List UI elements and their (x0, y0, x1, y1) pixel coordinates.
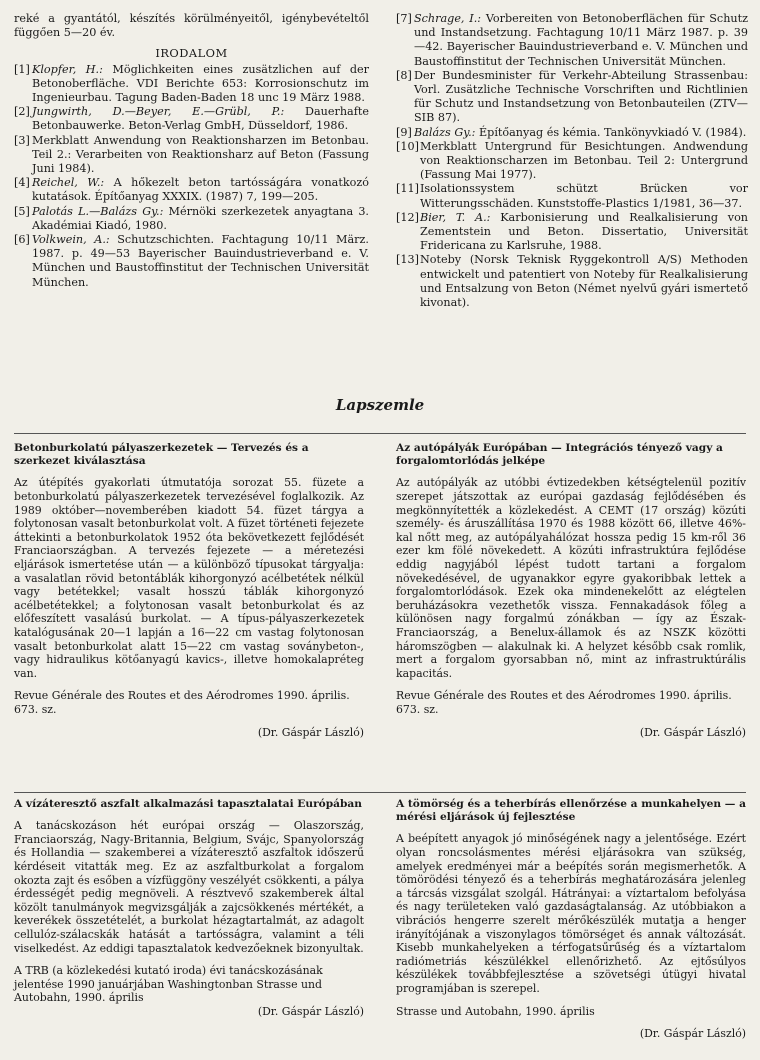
article-autopalyak (396, 442, 746, 739)
references-heading: IRODALOM (155, 46, 228, 61)
article-title: A tömörség és a teherbírás ellenőrzése a munkahelyen — a mérési eljárások új fejlesztése (396, 798, 746, 824)
article-source: Strasse und Autobahn, 1990. április (396, 1004, 595, 1018)
article-title: A vízáteresztő aszfalt alkalmazási tapasztalatai Európában (14, 798, 362, 810)
reference-text: Reichel, W.: A hőkezelt beton tartósságára vonatkozó kutatások. Építőanyag XXXIX. (1987) 7, 199—205. (32, 176, 369, 204)
reference-number: [7] (396, 12, 412, 25)
reference-text: Balázs Gy.: Építőanyag és kémia. Tankönyvkiadó V. (1984). (414, 125, 747, 139)
reference-number: [2] (14, 105, 30, 119)
reference-number: [13] (396, 253, 419, 267)
reference-author: Jungwirth, D.—Beyer, E.—Grübl, P.: (32, 105, 285, 119)
article-body: A tanácskozáson hét európai ország — Olaszország, Franciaország, Nagy-Britannia, Belgium, Svájc, Spanyolország és Hollandia — szakemberei a vízáteresztő aszfaltok időszerű kérdéseit vitatták meg. Ez az aszfaltburkolat a forgalom okozta zajt és esőben a vízfüggöny veszélyét csökkenti, a pálya érdességét pedig megnöveli. A résztvevő szakemberek által közölt tanulmányok megvizsgálják a zajcsökkenés mértékét, a keverékek összetételét, a burkolat hézagtartalmát, az adagolt cellulóz-szálacskák hatását a tartósságra, valamint a téli viselkedést. Az eddigi tapasztalatok kedvezőeknek bizonyultak. (14, 819, 364, 955)
reference-number: [10] (396, 139, 419, 153)
references-list-right (396, 12, 748, 310)
article-body: A beépített anyagok jó minőségének nagy a jelentősége. Ezért olyan roncsolásmentes mérési eljárásokra van szükség, amelyek eredményei már a beépítés során megismerhetők. A tömörödési tényező és a teherbírás meghatározására jelenleg a tárcsás vizsgálat szolgál. Hátrányai: a víztartalom befolyása és nagy területeken való gazdaságtalanság. Az utóbbiakon a vibrációs hengerre szerelt mérőkészülék mutatja a henger irányítójának a viszonylagos tömörséget és annak változását. Kisebb munkahelyeken a térfogatsűrűség és a víztartalom radiómetriás készülékkel ellenőrizhető. Az ejtősúlyos készülékek továbbfejlesztése a szövetségi útügyi hivatal programjában is szerepel. (396, 832, 746, 995)
references-list-left (14, 63, 369, 290)
article-signature: (Dr. Gáspár László) (639, 1027, 746, 1041)
reference-number: [3] (14, 133, 30, 147)
reference-number: [9] (396, 125, 412, 139)
reference-text: Merkblatt Anwendung von Reaktionsharzen im Betonbau. Teil 2.: Verarbeiten von Reaktionsharz auf Beton (Fassung Juni 1984). (32, 133, 369, 176)
reference-author: Balázs Gy.: (414, 125, 476, 139)
article-body: Az útépítés gyakorlati útmutatója sorozat 55. füzete a betonburkolatú pályaszerkezetek tervezésével foglalkozik. Az 1989 október—novemberében kiadott 54. füzet tárgya a folytonosan vasalt betonburkolat volt. A füzet történeti fejezete áttekinti a betonburkolatok 1952 óta bekövetkezett fejlődését Franciaországban. A tervezés fejezete — a méretezési eljárások ismertetése után — a különböző típusokat tárgyalja: a vasalatlan rövid betontáblák kihorgonyzó acélbetétek nélkül vagy betétekkel; vasalt hosszú táblák kihorgonyzó acélbetétekkel; a folytonosan vasalt betonburkolat és az előfeszített vasalású burkolat. — A típus-pályaszerkezetek katalógusának 20—1 lapján a 16—22 cm vastag folytonosan vasalt betonburkolat alatt 15—22 cm vastag soványbeton-, vagy hidraulikus kötőanyagú kavics-, illetve homokalapréteg van. (14, 476, 364, 680)
reference-author: Palotás L.—Balázs Gy.: (32, 204, 164, 218)
article-source: A TRB (a közlekedési kutató iroda) évi tanácskozásának jelentése 1990 januárjában Washingtonban Strasse und Autobahn, 1990. április (14, 964, 323, 1005)
reference-item (14, 233, 369, 290)
reference-item (396, 140, 748, 183)
reference-item (396, 211, 748, 254)
reference-author: Schrage, I.: (414, 12, 482, 25)
reference-item (396, 126, 748, 140)
reference-item (396, 12, 748, 69)
reference-number: [4] (14, 176, 30, 190)
article-vizatereszto-aszfalt (14, 798, 364, 1019)
article-title: Az autópályák Európában — Integrációs tényező vagy a forgalomtorlódás jelképe (396, 442, 723, 468)
article-title: Betonburkolatú pályaszerkezetek — Tervezés és a szerkezet kiválasztása (14, 442, 309, 468)
reference-item (14, 176, 369, 204)
article-tomorseg (396, 798, 746, 1041)
reference-item (396, 182, 748, 210)
reference-number: [8] (396, 68, 412, 82)
reference-text: Noteby (Norsk Teknisk Ryggekontroll A/S) Methoden entwickelt und patentiert von Noteby für Realkalisierung und Entsalzung von Beton (Német nyelvű gyári ismertető kivonat). (420, 253, 748, 310)
article-source: Revue Générale des Routes et des Aérodromes 1990. április. 673. sz. (14, 689, 350, 716)
reference-item (14, 134, 369, 177)
reference-text: Schrage, I.: Vorbereiten von Betonoberflächen für Schutz und Instandsetzung. Fachtagung 10/11 März 1987. p. 39—42. Bayerischer Bauindustrieverband e. V. München und Baustoffinstitut der Technischen Universität München. (414, 12, 749, 68)
reference-item (396, 253, 748, 310)
article-signature: (Dr. Gáspár László) (257, 1004, 364, 1018)
reference-item (396, 69, 748, 126)
reference-number: [5] (14, 204, 30, 218)
top-right-column (396, 12, 748, 310)
reference-text: Palotás L.—Balázs Gy.: Mérnöki szerkezetek anyagtana 3. Akadémiai Kiadó, 1980. (32, 204, 369, 232)
reference-author: Klopfer, H.: (32, 62, 103, 76)
divider-rule (14, 433, 746, 434)
reference-author: Volkwein, A.: (32, 233, 110, 247)
article-signature: (Dr. Gáspár László) (639, 725, 746, 739)
reference-text: Bier, T. A.: Karbonisierung und Realkalisierung von Zementstein und Beton. Dissertatio, Universität Fridericana zu Karlsruhe, 1988. (420, 210, 749, 253)
reference-author: Bier, T. A.: (420, 210, 491, 224)
reference-text: Volkwein, A.: Schutzschichten. Fachtagung 10/11 März. 1987. p. 49—53 Bayerischer Bauindustrieverband e. V. München und Baustoffinstitut der Technischen Universität München. (32, 233, 369, 289)
reference-number: [6] (14, 233, 30, 247)
section-title: Lapszemle (335, 396, 425, 414)
article-signature: (Dr. Gáspár László) (257, 725, 364, 739)
reference-item (14, 63, 369, 106)
reference-number: [1] (14, 62, 30, 76)
reference-item (14, 105, 369, 133)
reference-number: [12] (396, 210, 419, 224)
article-body: Az autópályák az utóbbi évtizedekben kétségtelenül pozitív szerepet játszottak az európai gazdaság fejlődésében és megkönnyítették a közlekedést. A CEMT (17 ország) közúti személy- és áruszállítása 1970 és 1988 között 66, illetve 46%-kal nőtt meg, az autópályahálózat hossza pedig 15 km-ről 36 ezer km fölé növekedett. A közúti infrastruktúra fejlődése eddig nagyjából lépést tudott tartani a forgalom növekedésével, de ugyanakkor egyre gyakoribbak lettek a forgalomtorlódások. Ezek oka mindenekelőtt az elégtelen beruházásokra vezethetők vissza. Fennakadások főleg a különösen nagy forgalmú zónákban — így az Észak-Franciaország, a Benelux-államok és az NSZK közötti háromszögben — alakulnak ki. A helyzet később csak romlik, mert a forgalom gyorsabban nő, mint az infrastruktúrális kapacitás. (396, 476, 746, 680)
reference-item (14, 205, 369, 233)
reference-text: Merkblatt Untergrund für Besichtungen. Andwendung von Reaktionscharzen im Betonbau. Teil 2: Untergrund (Fassung Mai 1977). (420, 139, 748, 182)
reference-text: Der Bundesminister für Verkehr-Abteilung Strassenbau: Vorl. Zusätzliche Technische Vorschriften und Richtlinien für Schutz und Instandsetzung von Betonbauteilen (ZTV—SIB 87). (414, 68, 748, 125)
article-betonburkolatu (14, 442, 364, 739)
top-left-column (14, 12, 369, 290)
reference-text: Klopfer, H.: Möglichkeiten eines zusätzlichen auf der Betonoberfläche. VDI Berichte 653: Korrosionschutz im Ingenieurbau. Tagung Baden-Baden 18 unc 19 März 1988. (32, 62, 370, 105)
intro-paragraph: reké a gyantától, készítés körülményeitől, igénybevételtől függően 5—20 év. (14, 12, 369, 40)
reference-author: Reichel, W.: (32, 176, 105, 190)
reference-text: Isolationssystem schützt Brücken vor Witterungsschäden. Kunststoffe-Plastics 1/1981, 36—37. (420, 182, 748, 210)
article-source: Revue Générale des Routes et des Aérodromes 1990. április. 673. sz. (396, 689, 732, 716)
reference-text: Jungwirth, D.—Beyer, E.—Grübl, P.: Dauerhafte Betonbauwerke. Beton-Verlag GmbH, Düsseldorf, 1986. (32, 105, 369, 133)
divider-rule (14, 792, 746, 793)
reference-number: [11] (396, 182, 419, 196)
